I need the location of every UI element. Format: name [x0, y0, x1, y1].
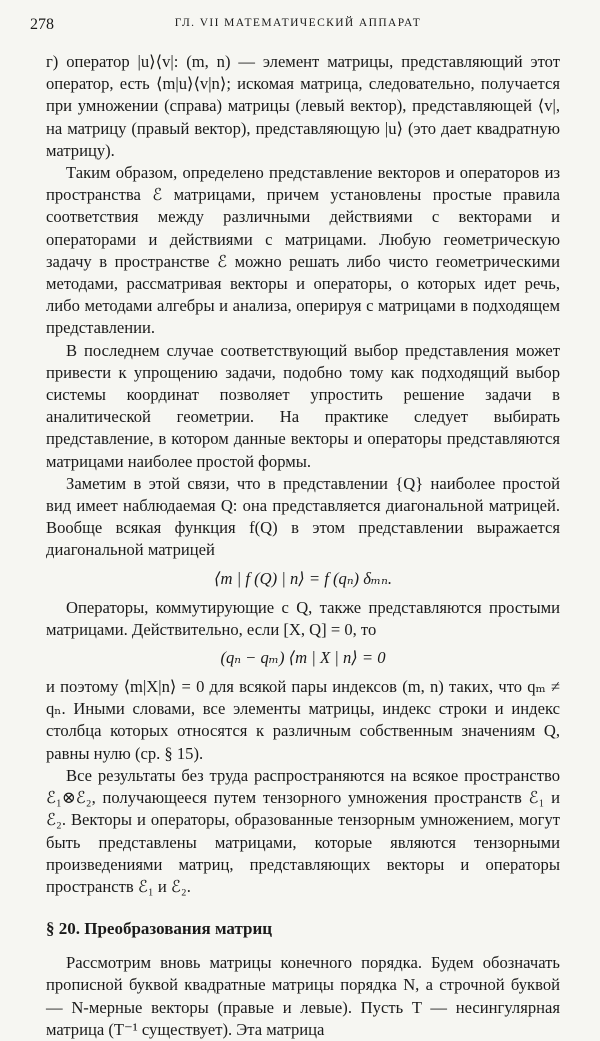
paragraph-choice-of-representation: В последнем случае соответствующий выбор представления может привести к упрощению задачи, подобно тому как подходящий выбор системы координат позволяет упростить решение задачи в аналитической геометрии. На практике следует выбирать представление, в котором данные векторы и операторы представляются матрицами наиболее простой формы. [46, 340, 560, 471]
paragraph-diagonal: Заметим в этой связи, что в представлении {Q} наиболее простой вид имеет наблюдаемая Q: она представляется диагональной матрицей. Вообще всякая функция f(Q) в этом представлении выражается диагональной матрицей [46, 473, 560, 560]
paragraph-operator-matrix: г) оператор |u⟩⟨v|: (m, n) — элемент матрицы, представляющий этот оператор, есть ⟨m|u⟩⟨v|n⟩; искомая матрица, следовательно, получается при умножении (справа) матрицы (левый вектор), представляющей ⟨v|, на матрицу (правый вектор), представляющую |u⟩ (это дает квадратную матрицу). [46, 52, 560, 160]
section-title: § 20. Преобразования матриц [46, 919, 273, 939]
paragraph-representation: Таким образом, определено представление векторов и операторов из пространства ℰ матрицами, причем установлены простые правила соответствия между различными действиями с векторами и операторами и действиями с матрицами. Любую геометрическую задачу в пространстве ℰ можно решать либо чисто геометрическими методами, рассматривая векторы и операторы, о которых идет речь, либо методами алгебры и анализа, оперируя с матрицами в подходящем представлении. [46, 163, 560, 338]
paragraph-commuting: Операторы, коммутирующие с Q, также представляются простыми матрицами. Действительно, если [X, Q] = 0, то [46, 597, 560, 639]
page-header [30, 16, 566, 38]
paragraph-consequence: и поэтому ⟨m|X|n⟩ = 0 для всякой пары индексов (m, n) таких, что qₘ ≠ qₙ. Иными словами, все элементы матрицы, индекс строки и индекс столбца которых относятся к различным собственным значениям Q, равны нулю (ср. § 15). [46, 677, 560, 763]
formula-commutator: (qₙ − qₘ) ⟨m | X | n⟩ = 0 [220, 648, 386, 668]
page-number: 278 [30, 16, 54, 33]
formula-diagonal: ⟨m | f (Q) | n⟩ = f (qₙ) δₘₙ. [214, 568, 392, 588]
running-head: ГЛ. VII МАТЕМАТИЧЕСКИЙ АППАРАТ [174, 17, 422, 29]
paragraph-tensor-product: Все результаты без труда распространяются на всякое пространство ℰ₁⊗ℰ₂, получающееся путем тензорного умножения пространств ℰ₁ и ℰ₂. Векторы и операторы, образованные тензорным умножением, могут быть представлены матрицами, которые являются тензорными произведениями матриц, представляющих векторы и операторы пространств ℰ₁ и ℰ₂. [46, 765, 560, 896]
body-text [46, 51, 560, 1041]
paragraph-matrix-transform: Рассмотрим вновь матрицы конечного порядка. Будем обозначать прописной буквой квадратные матрицы порядка N, а строчной буквой — N-мерные векторы (правые и левые). Пусть T — несингулярная матрица (T⁻¹ существует). Эта матрица [46, 953, 560, 1039]
